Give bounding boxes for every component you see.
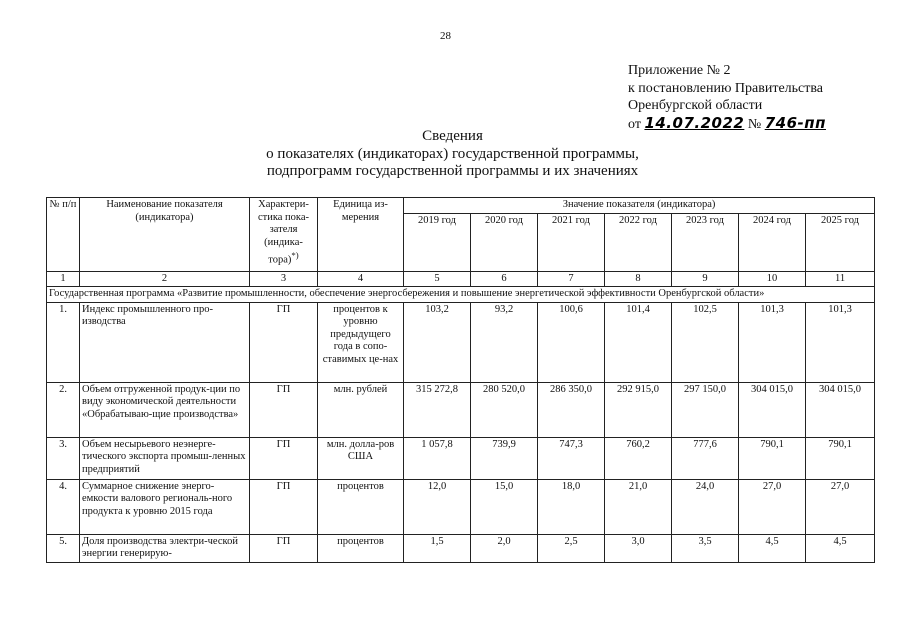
header-row [47, 198, 875, 214]
row-unit: процентов [318, 479, 404, 534]
row-value: 304 015,0 [806, 382, 875, 437]
row-num: 5. [47, 534, 80, 562]
row-value: 280 520,0 [471, 382, 538, 437]
handwritten-number: 746-пп [764, 113, 826, 132]
col-number: 9 [672, 271, 739, 287]
row-name: Доля производства электри-ческой энергии генерирую- [80, 534, 250, 562]
header-year: 2022 год [605, 213, 672, 271]
row-unit: млн. долла-ров США [318, 437, 404, 479]
row-value: 27,0 [739, 479, 806, 534]
row-value: 2,5 [538, 534, 605, 562]
row-value: 3,0 [605, 534, 672, 562]
row-unit: процентов к уровню предыдущего года в сопо-ставимых це-нах [318, 302, 404, 382]
page-number: 28 [440, 30, 451, 42]
header-year: 2020 год [471, 213, 538, 271]
row-value: 747,3 [538, 437, 605, 479]
col-number: 6 [471, 271, 538, 287]
row-value: 4,5 [806, 534, 875, 562]
row-value: 2,0 [471, 534, 538, 562]
title-line-3: подпрограмм государственной программы и их значениях [266, 163, 639, 179]
row-value: 3,5 [672, 534, 739, 562]
row-value: 15,0 [471, 479, 538, 534]
number-prefix: № [747, 116, 762, 132]
row-value: 102,5 [672, 302, 739, 382]
row-value: 1,5 [404, 534, 471, 562]
row-value: 760,2 [605, 437, 672, 479]
row-num: 1. [47, 302, 80, 382]
row-num: 2. [47, 382, 80, 437]
row-value: 315 272,8 [404, 382, 471, 437]
appendix-line-2: к постановлению Правительства [628, 80, 824, 96]
table-row [47, 382, 875, 437]
header-year: 2025 год [806, 213, 875, 271]
from-prefix: от [628, 116, 641, 132]
appendix-block [628, 62, 826, 133]
col-number: 2 [80, 271, 250, 287]
col-number: 5 [404, 271, 471, 287]
header-char-text: Характери-стика пока-зателя (индика-тора) [257, 199, 310, 266]
program-title: Государственная программа «Развитие промышленности, обеспечение энергосбережения и повышение энергетической эффективности Оренбургской области» [47, 287, 875, 303]
header-char [250, 198, 318, 272]
title-line-2: о показателях (индикаторах) государственной программы, [266, 145, 639, 162]
row-unit: процентов [318, 534, 404, 562]
row-value: 4,5 [739, 534, 806, 562]
col-number: 3 [250, 271, 318, 287]
header-char-sup: *) [291, 250, 299, 260]
header-year: 2019 год [404, 213, 471, 271]
row-name: Индекс промышленного про-изводства [80, 302, 250, 382]
row-value: 1 057,8 [404, 437, 471, 479]
indicators-table [46, 197, 875, 563]
header-year: 2024 год [739, 213, 806, 271]
header-year: 2023 год [672, 213, 739, 271]
row-value: 304 015,0 [739, 382, 806, 437]
col-number: 8 [605, 271, 672, 287]
header-num: № п/п [47, 198, 80, 272]
table-row [47, 479, 875, 534]
row-name: Суммарное снижение энерго-емкости валового региональ-ного продукта к уровню 2015 года [80, 479, 250, 534]
col-number: 4 [318, 271, 404, 287]
column-numbers-row [47, 271, 875, 287]
row-value: 790,1 [806, 437, 875, 479]
table-row [47, 534, 875, 562]
header-unit: Единица из-мерения [318, 198, 404, 272]
row-value: 101,3 [739, 302, 806, 382]
row-value: 24,0 [672, 479, 739, 534]
row-value: 21,0 [605, 479, 672, 534]
row-value: 297 150,0 [672, 382, 739, 437]
table-row [47, 302, 875, 382]
appendix-line-1: Приложение № 2 [628, 63, 731, 78]
row-value: 100,6 [538, 302, 605, 382]
row-num: 3. [47, 437, 80, 479]
row-value: 777,6 [672, 437, 739, 479]
program-row [47, 287, 875, 303]
row-num: 4. [47, 479, 80, 534]
row-value: 790,1 [739, 437, 806, 479]
row-value: 739,9 [471, 437, 538, 479]
col-number: 7 [538, 271, 605, 287]
row-value: 27,0 [806, 479, 875, 534]
header-name: Наименование показателя (индикатора) [80, 198, 250, 272]
row-value: 101,4 [605, 302, 672, 382]
row-value: 18,0 [538, 479, 605, 534]
col-number: 10 [739, 271, 806, 287]
row-char: ГП [250, 382, 318, 437]
row-unit: млн. рублей [318, 382, 404, 437]
row-value: 12,0 [404, 479, 471, 534]
table-row [47, 437, 875, 479]
row-name: Объем несырьевого неэнерге-тического экспорта промыш-ленных предприятий [80, 437, 250, 479]
document-title [0, 128, 905, 181]
row-char: ГП [250, 479, 318, 534]
row-char: ГП [250, 437, 318, 479]
row-value: 93,2 [471, 302, 538, 382]
title-line-1: Сведения [422, 128, 483, 144]
col-number: 11 [806, 271, 875, 287]
row-char: ГП [250, 302, 318, 382]
handwritten-date: 14.07.2022 [644, 113, 745, 132]
row-char: ГП [250, 534, 318, 562]
row-value: 292 915,0 [605, 382, 672, 437]
header-values-group: Значение показателя (индикатора) [404, 198, 875, 214]
appendix-line-3: Оренбургской области [628, 98, 763, 113]
row-value: 101,3 [806, 302, 875, 382]
row-value: 103,2 [404, 302, 471, 382]
row-value: 286 350,0 [538, 382, 605, 437]
header-year: 2021 год [538, 213, 605, 271]
col-number: 1 [47, 271, 80, 287]
row-name: Объем отгруженной продук-ции по виду экономической деятельности «Обрабатываю-щие производства» [80, 382, 250, 437]
